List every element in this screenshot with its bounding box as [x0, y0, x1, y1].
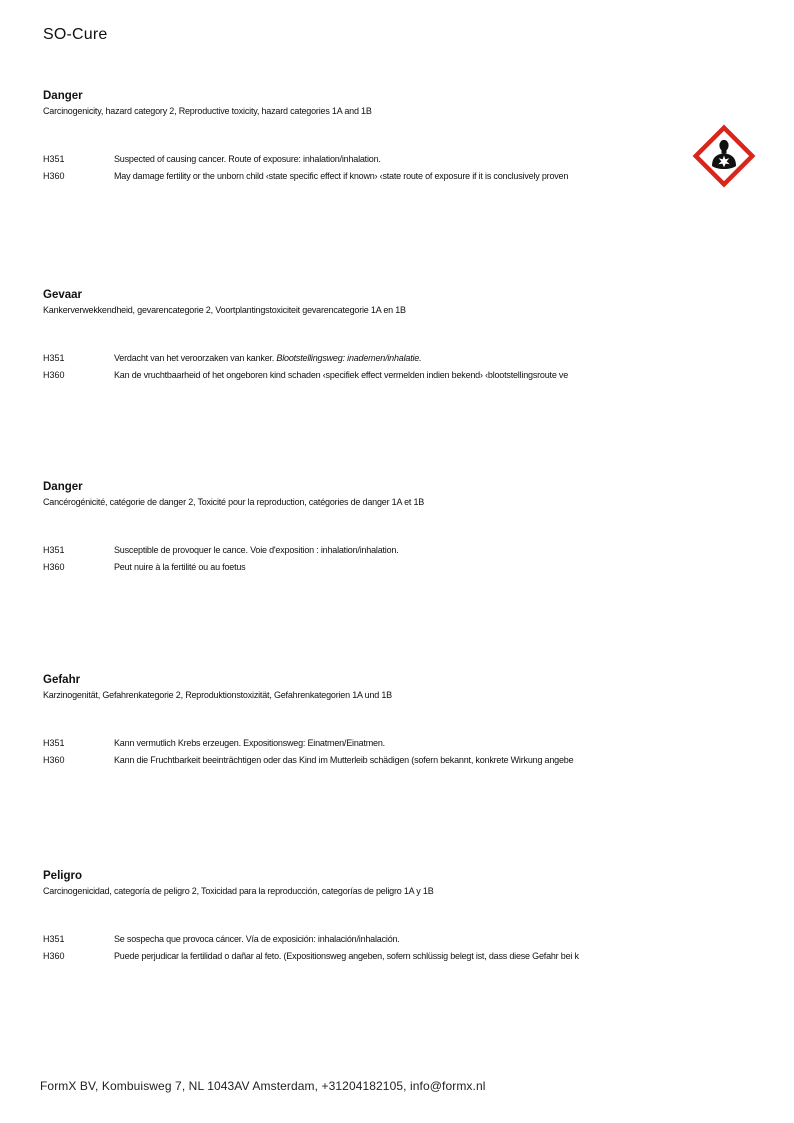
statement-code: H360 [43, 951, 65, 961]
hazard-statement-row [43, 735, 683, 752]
signal-word: Danger [43, 90, 83, 102]
statement-code: H360 [43, 755, 65, 765]
statement-text [114, 168, 666, 185]
footer-contact: FormX BV, Kombuisweg 7, NL 1043AV Amsterdam, +31204182105, info@formx.nl [40, 1079, 486, 1093]
hazard-section-es [43, 869, 683, 965]
statement-text [114, 367, 666, 384]
signal-word: Gefahr [43, 674, 81, 686]
hazard-statement-row [43, 350, 683, 367]
statement-code: H360 [43, 171, 65, 181]
statement-text [114, 752, 666, 769]
statement-text-main: Se sospecha que provoca cáncer. Vía de exposición: inhalación/inhalación. [114, 934, 400, 944]
hazard-section-nl [43, 288, 683, 384]
statement-text-main: Peut nuire à la fertilité ou au foetus [114, 562, 246, 572]
statement-text-main: Kan de vruchtbaarheid of het ongeboren kind schaden ‹specifiek effect vermelden indien bekend› ‹blootstellingsroute ve [114, 370, 569, 380]
hazard-statements [43, 151, 683, 185]
hazard-statement-row [43, 151, 683, 168]
statement-text [114, 735, 666, 752]
hazard-statements [43, 350, 683, 384]
classification-text: Carcinogenicidad, categoría de peligro 2, Toxicidad para la reproducción, categorías de peligro 1A y 1B [43, 886, 434, 896]
statement-text-main: May damage fertility or the unborn child ‹state specific effect if known› ‹state route of exposure if it is conclusively proven [114, 171, 569, 181]
signal-word: Danger [43, 481, 83, 493]
statement-text-main: Suspected of causing cancer. Route of exposure: inhalation/inhalation. [114, 154, 381, 164]
hazard-statements [43, 931, 683, 965]
hazard-statement-row [43, 931, 683, 948]
classification-text: Kankerverwekkendheid, gevarencategorie 2, Voortplantingstoxiciteit gevarencategorie 1A en 1B [43, 305, 406, 315]
health-hazard-icon [692, 124, 756, 188]
classification-text: Carcinogenicity, hazard category 2, Reproductive toxicity, hazard categories 1A and 1B [43, 106, 372, 116]
statement-code: H351 [43, 545, 65, 555]
statement-code: H351 [43, 934, 65, 944]
hazard-statement-row [43, 948, 683, 965]
signal-word: Gevaar [43, 289, 83, 301]
statement-text [114, 350, 666, 367]
hazard-statement-row [43, 752, 683, 769]
statement-text-main: Kann vermutlich Krebs erzeugen. Expositionsweg: Einatmen/Einatmen. [114, 738, 385, 748]
statement-code: H360 [43, 562, 65, 572]
statement-text-main: Verdacht van het veroorzaken van kanker. [114, 353, 277, 363]
hazard-statement-row [43, 559, 683, 576]
signal-word: Peligro [43, 870, 82, 882]
hazard-statements [43, 735, 683, 769]
statement-text-main: Susceptible de provoquer le cance. Voie d'exposition : inhalation/inhalation. [114, 545, 399, 555]
statement-text-main: Puede perjudicar la fertilidad o dañar al feto. (Expositionsweg angeben, sofern schlüssig belegt ist, dass diese Gefahr bei k [114, 951, 579, 961]
statement-code: H351 [43, 738, 65, 748]
statement-text-main: Kann die Fruchtbarkeit beeinträchtigen oder das Kind im Mutterleib schädigen (sofern bekannt, konkrete Wirkung angebe [114, 755, 574, 765]
hazard-statement-row [43, 168, 683, 185]
hazard-section-en [43, 89, 683, 185]
classification-text: Karzinogenität, Gefahrenkategorie 2, Reproduktionstoxizität, Gefahrenkategorien 1A und 1B [43, 690, 392, 700]
statement-text [114, 542, 666, 559]
statement-code: H360 [43, 370, 65, 380]
hazard-statement-row [43, 367, 683, 384]
classification-text: Cancérogénicité, catégorie de danger 2, Toxicité pour la reproduction, catégories de danger 1A et 1B [43, 497, 425, 507]
hazard-section-de [43, 673, 683, 769]
statement-code: H351 [43, 353, 65, 363]
statement-text [114, 151, 666, 168]
hazard-statements [43, 542, 683, 576]
hazard-section-fr [43, 480, 683, 576]
statement-text-italic: Blootstellingsweg: inademen/inhalatie. [276, 353, 422, 363]
document-title: SO-Cure [43, 26, 108, 43]
statement-text [114, 948, 666, 965]
statement-text [114, 559, 666, 576]
statement-code: H351 [43, 154, 65, 164]
hazard-statement-row [43, 542, 683, 559]
statement-text [114, 931, 666, 948]
